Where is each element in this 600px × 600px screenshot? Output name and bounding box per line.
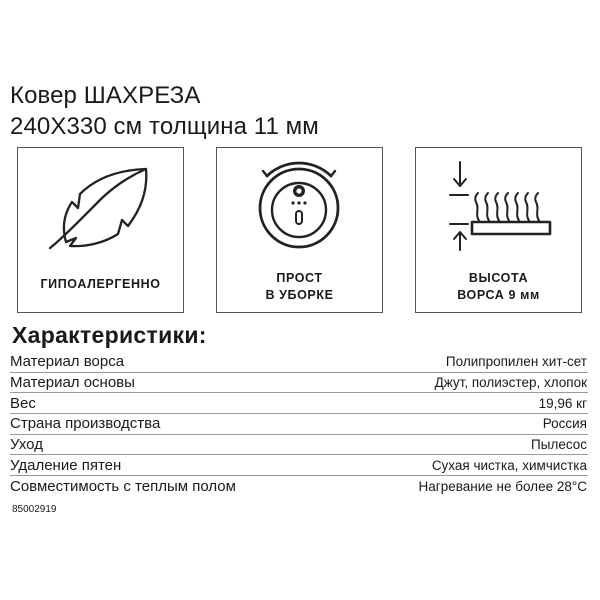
spec-row-country [10, 414, 588, 435]
spec-row-care [10, 435, 588, 456]
product-title-line-1: Ковер ШАХРЕЗА [10, 82, 201, 109]
spec-name: Страна производства [10, 415, 161, 433]
feature-card-hypoallergenic [17, 147, 184, 313]
spec-value: Пылесос [531, 437, 587, 453]
feature-label-pile-height: ВЫСОТА ВОРСА 9 мм [457, 271, 540, 302]
spec-value: Россия [542, 416, 587, 432]
spec-row-base-material [10, 373, 588, 394]
spec-row-weight [10, 393, 588, 414]
spec-value: 19,96 кг [538, 395, 587, 411]
product-title-line-2: 240Х330 см толщина 11 мм [10, 113, 319, 140]
spec-value: Джут, полиэстер, хлопок [434, 375, 587, 391]
spec-value: Сухая чистка, химчистка [431, 457, 587, 473]
spec-value: Нагревание не более 28°С [418, 478, 587, 494]
specs-heading: Характеристики: [12, 322, 207, 348]
spec-name: Материал ворса [10, 353, 125, 371]
feather-icon [18, 148, 183, 266]
feature-label-hypoallergenic: ГИПОАЛЕРГЕННО [40, 277, 161, 291]
spec-name: Вес [10, 394, 36, 412]
feature-label-easy-cleaning: ПРОСТ В УБОРКЕ [265, 271, 334, 302]
pile-height-icon [416, 148, 581, 266]
spec-row-stain-removal [10, 455, 588, 476]
specs-table [10, 352, 588, 497]
spec-row-pile-material [10, 352, 588, 373]
spec-name: Уход [10, 436, 43, 454]
spec-value: Полипропилен хит-сет [445, 354, 587, 370]
spec-name: Материал основы [10, 374, 135, 392]
spec-name: Совместимость с теплым полом [10, 477, 236, 495]
feature-card-easy-cleaning [216, 147, 383, 313]
robot-vacuum-icon [217, 148, 382, 266]
spec-row-floor-heating [10, 476, 588, 497]
product-title [10, 80, 590, 142]
product-sku: 85002919 [12, 504, 57, 515]
feature-card-pile-height [415, 147, 582, 313]
spec-name: Удаление пятен [10, 456, 122, 474]
